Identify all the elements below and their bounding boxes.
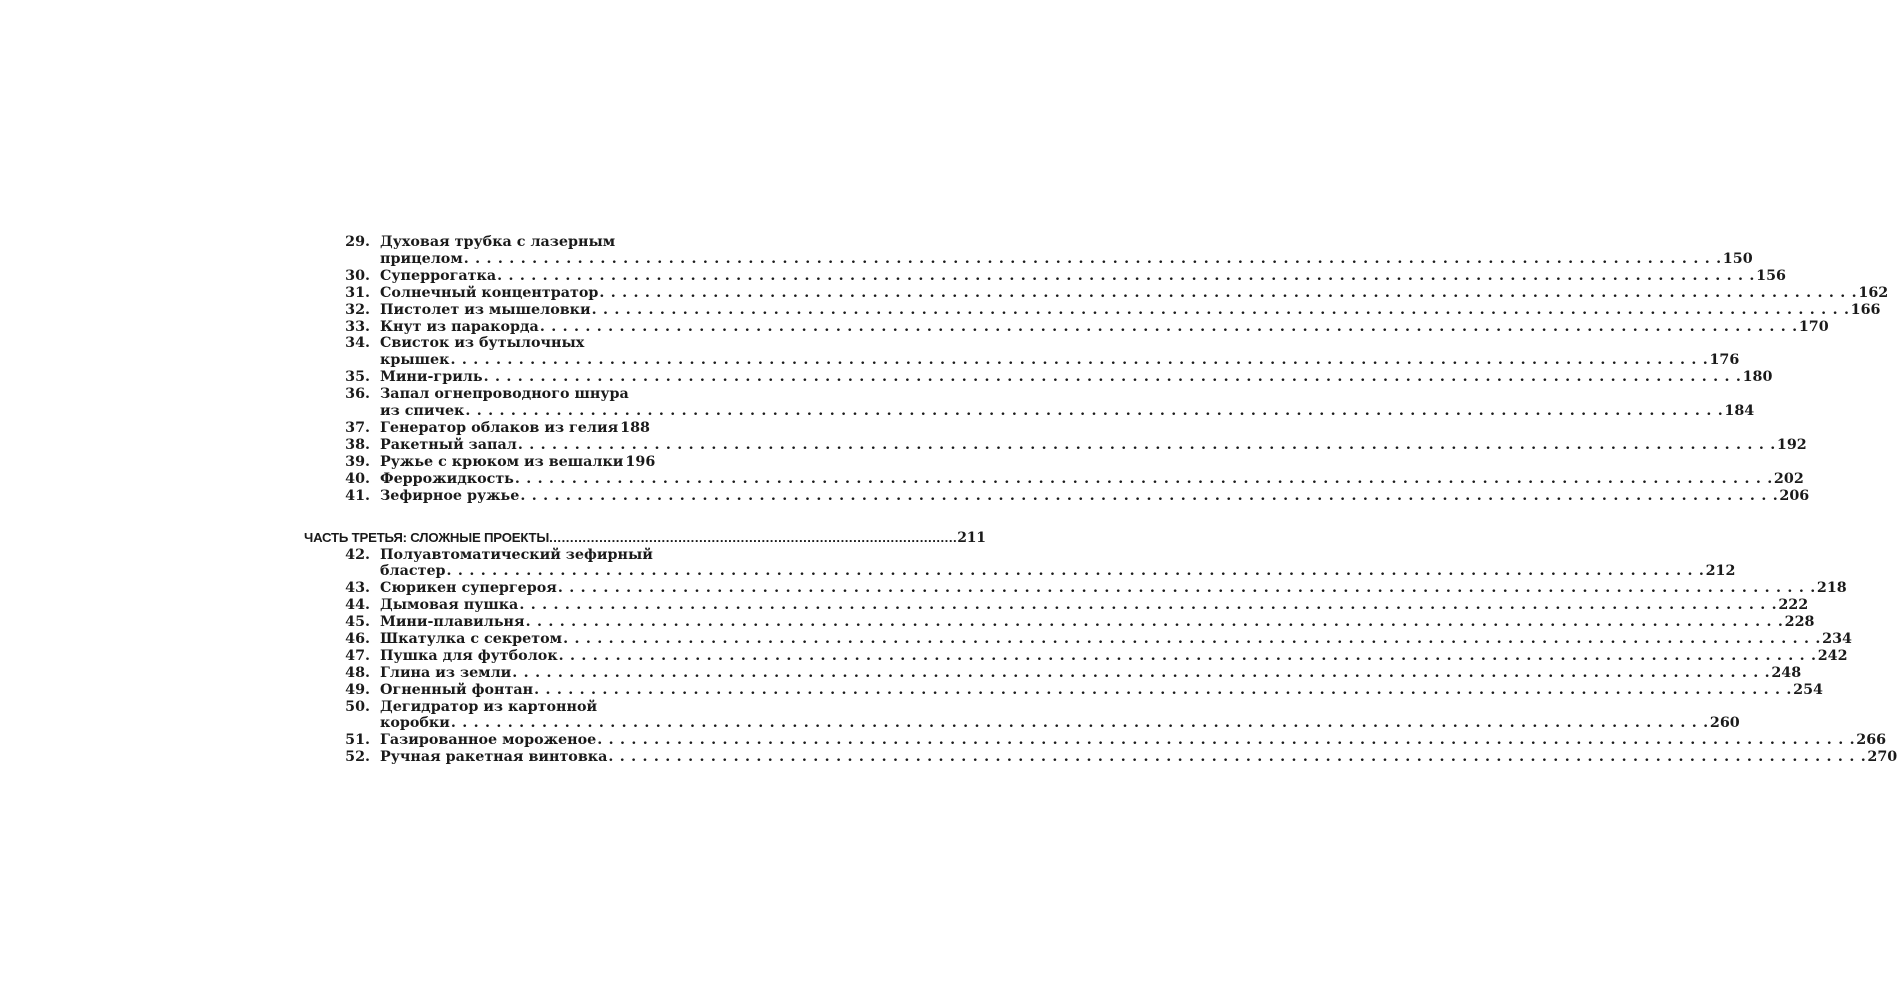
toc-entry [0,267,1786,285]
entry-line [380,420,650,437]
toc-entry [0,647,1848,665]
entry-page-number: 184 [1724,402,1755,419]
entry-number: 52. [345,749,370,766]
entry-page-number: 228 [1784,614,1815,631]
entry-line [380,563,1736,580]
entry-number: 44. [345,597,370,614]
entry-title: из спичек [380,402,465,419]
toc-entry [0,318,1829,336]
entry-body [380,335,1740,369]
entry-line [380,580,1847,597]
entry-number: 29. [345,234,370,250]
dot-leader [464,403,1724,420]
toc-entry [0,597,1809,614]
entry-title: Полуавтоматический зефирный [380,546,653,563]
entry-number: 43. [345,580,370,597]
entry-page-number: 156 [1756,267,1786,284]
entry-number: 39. [345,453,370,470]
entry-number: 47. [345,647,370,664]
dot-leader [450,715,1710,732]
entry-number: 41. [345,487,370,504]
dot-leader [557,580,1817,597]
part-title: ЧАСТЬ ТРЕТЬЯ: СЛОЖНЫЕ ПРОЕКТЫ [304,529,550,545]
entry-number: 49. [345,681,370,698]
entry-page-number: 248 [1771,664,1802,681]
entry-body [380,664,1802,682]
entry-line [380,487,1810,505]
entry-body [380,698,1740,733]
entry-title: крышек [380,352,450,369]
entry-page-number: 222 [1778,597,1809,614]
entry-line [380,681,1823,699]
entry-title: Свисток из бутылочных [380,335,585,352]
toc-entry [0,749,1897,766]
entry-body [380,369,1773,386]
entry-title: Мини-гриль [380,369,483,386]
entry-body [380,614,1815,631]
entry-page-number: 218 [1816,580,1847,597]
toc-entry [0,420,800,437]
entry-line [380,732,1887,749]
entry-line [380,318,1829,336]
entry-page-number: 242 [1817,647,1848,664]
entry-title: Пушка для футболок [380,647,558,664]
entry-number: 42. [345,546,370,563]
dot-leader [483,369,1743,386]
entry-page-number: 188 [620,419,650,436]
entry-title: Кнут из паракорда [380,318,539,335]
toc-entry [0,436,1807,454]
entry-title: Сюрикен супергероя [380,580,557,597]
entry-page-number: 254 [1793,681,1823,698]
entry-title: Пистолет из мышеловки [380,301,591,318]
entry-number: 38. [345,436,370,453]
entry-title: Мини-плавильня [380,614,525,631]
entry-page-number: 192 [1776,436,1807,453]
entry-page-number: 234 [1822,631,1852,647]
entry-number: 34. [345,335,370,352]
toc-entry [0,386,1755,420]
dot-leader [562,631,1822,648]
entry-line [380,647,1848,665]
entry-title: Огненный фонтан [380,681,534,698]
dot-leader [558,648,1818,665]
entry-body [380,597,1809,614]
entry-title: Зефирное ружье [380,487,520,504]
entry-body [380,631,1852,648]
entry-body [380,647,1848,665]
entry-line [380,335,650,352]
dot-leader [449,352,1709,369]
toc-entry [0,301,1881,319]
entry-page-number: 176 [1709,352,1740,369]
entry-number: 45. [345,614,370,631]
entry-page-number: 180 [1742,369,1773,386]
entry-number: 37. [345,419,370,436]
part-page-number: 211 [957,529,986,546]
entry-page-number: 162 [1858,284,1889,301]
entry-line [380,369,1773,386]
toc-entry [0,681,1823,699]
entry-title: прицелом [380,250,463,267]
entry-body [380,487,1810,505]
entry-title: Газированное мороженое [380,732,597,749]
entry-number: 50. [345,698,370,715]
toc-entry [0,369,1773,386]
entry-line [380,284,1889,302]
entry-page-number: 166 [1850,301,1881,318]
entry-line [380,436,1807,454]
entry-body [380,546,1736,581]
entry-number: 40. [345,470,370,487]
entry-page-number: 212 [1705,563,1736,580]
entry-line [380,352,1740,369]
entry-line [380,749,1897,766]
entry-line [380,614,1815,631]
toc-entry [0,546,1736,581]
entry-title: коробки [380,715,450,732]
toc-entry [0,284,1889,302]
toc-entry [0,732,1887,749]
entry-line [380,631,1852,648]
entry-line [380,267,1786,285]
entry-number: 33. [345,318,370,335]
entry-line [380,402,1755,420]
entry-body [380,301,1881,319]
entry-body [380,234,1753,268]
part-heading [304,529,986,547]
entry-body [380,284,1889,302]
entry-title: Феррожидкость [380,470,514,487]
toc-entry [0,454,800,471]
dot-leader [496,268,1756,285]
entry-body [380,470,1804,488]
dot-leader [539,319,1799,336]
entry-number: 31. [345,284,370,301]
entry-title: Ракетный запал [380,436,517,453]
entry-line [380,715,1740,732]
entry-body [380,318,1829,336]
entry-line [380,250,1753,268]
dot-leader [591,302,1851,319]
toc-entry [0,487,1810,505]
entry-number: 48. [345,664,370,681]
entry-title: Шкатулка с секретом [380,631,563,647]
dot-leader [525,614,1785,631]
entry-number: 36. [345,386,370,403]
entry-title: Глина из земли [380,664,512,681]
entry-page-number: 260 [1709,715,1740,732]
entry-page-number: 206 [1779,487,1810,504]
entry-number: 35. [345,369,370,386]
entry-line [380,470,1804,488]
dot-leader [446,563,1706,580]
dot-leader [463,251,1723,268]
entry-title: Ручная ракетная винтовка [380,749,608,766]
entry-body [380,386,1755,420]
entry-title: Духовая трубка с лазерным [380,234,616,250]
toc-entry [0,335,1740,369]
dot-leader [511,665,1771,682]
entry-line [380,234,650,251]
entry-line [380,546,653,564]
entry-title: Дымовая пушка [380,597,519,614]
toc-entry [0,580,1847,597]
entry-page-number: 266 [1856,732,1887,749]
dot-leader [517,437,1777,454]
dot-leader [514,471,1774,488]
dot-leader [607,749,1867,766]
entry-body [380,580,1847,597]
entry-page-number: 150 [1722,250,1753,267]
entry-page-number: 170 [1798,318,1829,335]
entry-body [380,420,650,437]
dot-leader [533,682,1793,699]
toc-entry [0,470,1804,488]
toc-entry [0,664,1802,682]
toc-entry [0,631,1852,648]
entry-body [380,453,656,471]
entry-line [380,453,656,471]
entry-number: 51. [345,732,370,749]
dot-leader [549,530,957,545]
entry-title: Ружье с крюком из вешалки [380,453,624,470]
entry-number: 30. [345,267,370,284]
dot-leader [519,488,1779,505]
toc-entry [0,234,1753,268]
entry-number: 32. [345,301,370,318]
entry-body [380,681,1823,699]
entry-page-number: 270 [1867,749,1897,766]
entry-line [380,597,1809,614]
entry-line [380,664,1802,682]
entry-line [380,386,650,403]
dot-leader [596,732,1856,749]
entry-title: Солнечный концентратор [380,284,599,301]
entry-body [380,749,1897,766]
entry-title: Запал огнепроводного шнура [380,386,629,403]
toc-entry [0,698,1740,733]
dot-leader [518,597,1778,614]
entry-body [380,267,1786,285]
toc-entry [0,614,1815,631]
entry-number: 46. [345,631,370,647]
entry-title: Дегидратор из картонной [380,698,598,715]
entry-title: бластер [380,563,446,580]
entry-body [380,436,1807,454]
entry-page-number: 196 [625,453,656,470]
dot-leader [598,285,1858,302]
entry-body [380,732,1887,749]
entry-title: Суперрогатка [380,267,497,284]
entry-page-number: 202 [1773,470,1804,487]
entry-line [380,301,1881,319]
entry-line [380,699,650,716]
entry-title: Генератор облаков из гелия [380,419,619,436]
